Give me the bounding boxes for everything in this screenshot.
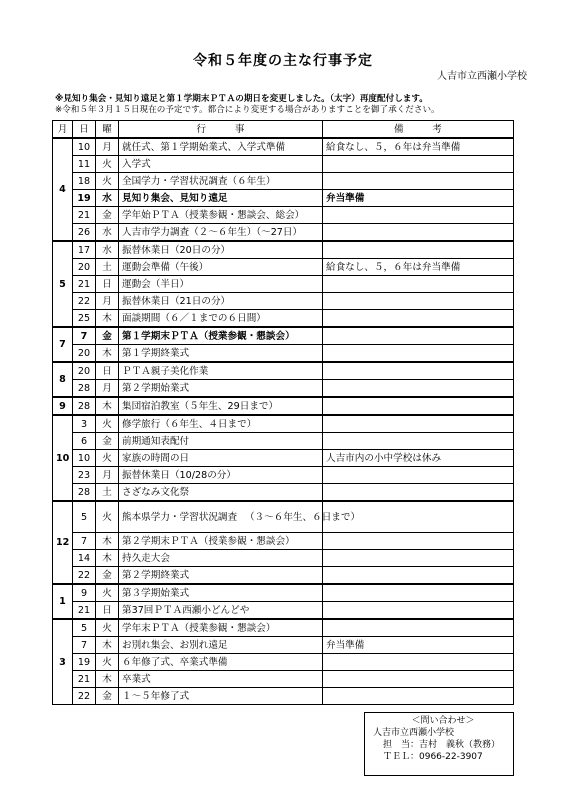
table-row: [53, 380, 514, 398]
weekday-cell: 火: [96, 156, 119, 173]
event-cell: 第37回ＰＴＡ西瀬小どんどや: [119, 602, 323, 620]
table-row: [53, 637, 514, 654]
day-cell: 9: [73, 584, 96, 602]
remarks-cell: [323, 345, 514, 363]
weekday-cell: 金: [96, 327, 119, 345]
table-row: [53, 241, 514, 259]
event-cell: 入学式: [119, 156, 323, 173]
remarks-cell: [323, 362, 514, 380]
contact-person: 担 当：吉村 義秋（教務）: [383, 740, 501, 750]
table-row: [53, 415, 514, 433]
month-cell: 7: [53, 327, 73, 362]
day-cell: 7: [73, 327, 96, 345]
remarks-cell: 弁当準備: [323, 190, 514, 207]
event-cell: 振替休業日（21日の分）: [119, 293, 323, 310]
weekday-cell: 火: [96, 415, 119, 433]
notice-line: ※見知り集会・見知り遠足と第１学期末ＰＴＡの期日を変更しました。（太字）再度配付します。: [55, 94, 428, 104]
day-cell: 7: [73, 533, 96, 550]
table-row: [53, 397, 514, 415]
table-row: [53, 654, 514, 671]
event-cell: 熊本県学力・学習状況調査 （３～６年生、６日まで）: [119, 501, 323, 533]
month-cell: 4: [53, 138, 73, 241]
weekday-cell: 火: [96, 654, 119, 671]
month-group: [53, 362, 514, 397]
event-cell: 第２学期末ＰＴＡ（授業参観・懇談会）: [119, 533, 323, 550]
table-row: [53, 345, 514, 363]
day-cell: 19: [73, 190, 96, 207]
weekday-cell: 金: [96, 433, 119, 450]
weekday-cell: 木: [96, 310, 119, 328]
day-cell: 18: [73, 173, 96, 190]
event-cell: 第１学期末ＰＴＡ（授業参観・懇談会）: [119, 327, 323, 345]
day-cell: 25: [73, 310, 96, 328]
month-cell: 5: [53, 241, 73, 327]
event-cell: 第２学期始業式: [119, 380, 323, 398]
remarks-cell: [323, 688, 514, 705]
event-cell: 第２学期終業式: [119, 567, 323, 585]
month-cell: 12: [53, 501, 73, 584]
month-cell: 1: [53, 584, 73, 619]
table-row: [53, 362, 514, 380]
table-row: [53, 156, 514, 173]
remarks-cell: [323, 156, 514, 173]
day-cell: 10: [73, 450, 96, 467]
weekday-cell: 水: [96, 224, 119, 242]
weekday-cell: 火: [96, 450, 119, 467]
remarks-cell: 人吉市内の小中学校は休み: [323, 450, 514, 467]
schedule-table: [52, 120, 514, 705]
day-cell: 21: [73, 671, 96, 688]
remarks-cell: [323, 433, 514, 450]
event-cell: 運動会（半日）: [119, 276, 323, 293]
weekday-cell: 木: [96, 533, 119, 550]
remarks-cell: [323, 584, 514, 602]
table-row: [53, 688, 514, 705]
weekday-cell: 金: [96, 567, 119, 585]
table-row: [53, 550, 514, 567]
event-cell: ６年修了式、卒業式準備: [119, 654, 323, 671]
event-cell: 学年末ＰＴＡ（授業参観・懇談会）: [119, 619, 323, 637]
day-cell: 21: [73, 276, 96, 293]
remarks-cell: [323, 327, 514, 345]
event-cell: 振替休業日（20日の分）: [119, 241, 323, 259]
remarks-cell: [323, 380, 514, 398]
month-cell: 3: [53, 619, 73, 705]
event-cell: 修学旅行（６年生、４日まで）: [119, 415, 323, 433]
table-row: [53, 327, 514, 345]
weekday-cell: 火: [96, 501, 119, 533]
remarks-cell: [323, 293, 514, 310]
table-row: [53, 138, 514, 156]
table-row: [53, 501, 514, 533]
weekday-cell: 日: [96, 362, 119, 380]
day-cell: 19: [73, 654, 96, 671]
day-cell: 11: [73, 156, 96, 173]
weekday-cell: 日: [96, 602, 119, 620]
school-name: 人吉市立西瀬小学校: [437, 71, 527, 82]
event-cell: さざなみ文化祭: [119, 484, 323, 502]
event-cell: お別れ集会、お別れ遠足: [119, 637, 323, 654]
remarks-cell: [323, 567, 514, 585]
contact-school: 人吉市立西瀬小学校: [373, 728, 455, 738]
event-cell: 第１学期終業式: [119, 345, 323, 363]
header-remarks: 備 考: [323, 121, 514, 139]
month-cell: 9: [53, 397, 73, 415]
table-row: [53, 467, 514, 484]
day-cell: 22: [73, 293, 96, 310]
header-month: 月: [53, 121, 73, 139]
remarks-cell: [323, 224, 514, 242]
contact-tel: ＴＥＬ：0966-22-3907: [383, 752, 483, 762]
notice-line: ※令和５年３月１５日現在の予定です。都合により変更する場合がありますことを御了承ください。: [55, 105, 440, 115]
day-cell: 23: [73, 467, 96, 484]
table-row: [53, 567, 514, 585]
table-row: [53, 671, 514, 688]
weekday-cell: 木: [96, 550, 119, 567]
day-cell: 5: [73, 501, 96, 533]
event-cell: １～５年修了式: [119, 688, 323, 705]
remarks-cell: [323, 619, 514, 637]
event-cell: ＰＴＡ親子美化作業: [119, 362, 323, 380]
month-group: [53, 138, 514, 241]
weekday-cell: 月: [96, 138, 119, 156]
event-cell: 卒業式: [119, 671, 323, 688]
weekday-cell: 土: [96, 259, 119, 276]
weekday-cell: 木: [96, 397, 119, 415]
weekday-cell: 水: [96, 190, 119, 207]
event-cell: 面談期間（６／１までの６日間）: [119, 310, 323, 328]
remarks-cell: 給食なし、５，６年は弁当準備: [323, 259, 514, 276]
table-row: [53, 190, 514, 207]
weekday-cell: 金: [96, 688, 119, 705]
day-cell: 26: [73, 224, 96, 242]
event-cell: 全国学力・学習状況調査（６年生）: [119, 173, 323, 190]
contact-box: [364, 712, 514, 776]
table-row: [53, 207, 514, 224]
weekday-cell: 日: [96, 276, 119, 293]
day-cell: 28: [73, 380, 96, 398]
weekday-cell: 水: [96, 241, 119, 259]
table-row: [53, 293, 514, 310]
day-cell: 10: [73, 138, 96, 156]
remarks-cell: [323, 602, 514, 620]
day-cell: 20: [73, 362, 96, 380]
day-cell: 7: [73, 637, 96, 654]
event-cell: 振替休業日（10/28の分）: [119, 467, 323, 484]
table-row: [53, 533, 514, 550]
month-group: [53, 619, 514, 705]
remarks-cell: [323, 276, 514, 293]
remarks-cell: [323, 241, 514, 259]
table-header-row: [53, 121, 514, 139]
weekday-cell: 月: [96, 380, 119, 398]
header-event: 行 事: [119, 121, 323, 139]
table-row: [53, 584, 514, 602]
remarks-cell: [323, 654, 514, 671]
remarks-cell: [323, 207, 514, 224]
weekday-cell: 木: [96, 671, 119, 688]
event-cell: 持久走大会: [119, 550, 323, 567]
table-row: [53, 259, 514, 276]
weekday-cell: 金: [96, 207, 119, 224]
month-group: [53, 327, 514, 362]
event-cell: 第３学期始業式: [119, 584, 323, 602]
weekday-cell: 月: [96, 467, 119, 484]
event-cell: 人吉市学力調査（２～６年生）（～27日）: [119, 224, 323, 242]
remarks-cell: 給食なし、５，６年は弁当準備: [323, 138, 514, 156]
event-cell: 集団宿泊教室（５年生、29日まで）: [119, 397, 323, 415]
remarks-cell: [323, 484, 514, 502]
day-cell: 20: [73, 345, 96, 363]
month-group: [53, 501, 514, 584]
weekday-cell: 火: [96, 584, 119, 602]
remarks-cell: [323, 415, 514, 433]
table-row: [53, 450, 514, 467]
header-day: 日: [73, 121, 96, 139]
event-cell: 家族の時間の日: [119, 450, 323, 467]
month-group: [53, 397, 514, 415]
event-cell: 前期通知表配付: [119, 433, 323, 450]
day-cell: 6: [73, 433, 96, 450]
weekday-cell: 木: [96, 345, 119, 363]
table-row: [53, 484, 514, 502]
remarks-cell: [323, 671, 514, 688]
event-cell: 就任式、第１学期始業式、入学式準備: [119, 138, 323, 156]
day-cell: 28: [73, 484, 96, 502]
month-group: [53, 241, 514, 327]
day-cell: 21: [73, 602, 96, 620]
day-cell: 14: [73, 550, 96, 567]
remarks-cell: [323, 550, 514, 567]
page-title: 令和５年度の主な行事予定: [193, 53, 373, 69]
remarks-cell: [323, 533, 514, 550]
weekday-cell: 火: [96, 619, 119, 637]
day-cell: 22: [73, 567, 96, 585]
day-cell: 17: [73, 241, 96, 259]
remarks-cell: [323, 310, 514, 328]
contact-heading: ＜問い合わせ＞: [411, 716, 475, 726]
month-group: [53, 584, 514, 619]
day-cell: 28: [73, 397, 96, 415]
table-row: [53, 224, 514, 242]
day-cell: 20: [73, 259, 96, 276]
table-row: [53, 602, 514, 620]
header-weekday: 曜: [96, 121, 119, 139]
day-cell: 3: [73, 415, 96, 433]
remarks-cell: [323, 467, 514, 484]
table-row: [53, 433, 514, 450]
month-cell: 10: [53, 415, 73, 501]
weekday-cell: 土: [96, 484, 119, 502]
table-row: [53, 173, 514, 190]
day-cell: 21: [73, 207, 96, 224]
remarks-cell: [323, 397, 514, 415]
remarks-cell: 弁当準備: [323, 637, 514, 654]
month-cell: 8: [53, 362, 73, 397]
event-cell: 運動会準備（午後）: [119, 259, 323, 276]
weekday-cell: 月: [96, 293, 119, 310]
month-group: [53, 415, 514, 501]
event-cell: 学年始ＰＴＡ（授業参観・懇談会、総会）: [119, 207, 323, 224]
table-row: [53, 619, 514, 637]
remarks-cell: [323, 173, 514, 190]
day-cell: 5: [73, 619, 96, 637]
notice: [55, 94, 440, 116]
event-cell: 見知り集会、見知り遠足: [119, 190, 323, 207]
table-row: [53, 276, 514, 293]
day-cell: 22: [73, 688, 96, 705]
table-row: [53, 310, 514, 328]
weekday-cell: 木: [96, 637, 119, 654]
weekday-cell: 火: [96, 173, 119, 190]
